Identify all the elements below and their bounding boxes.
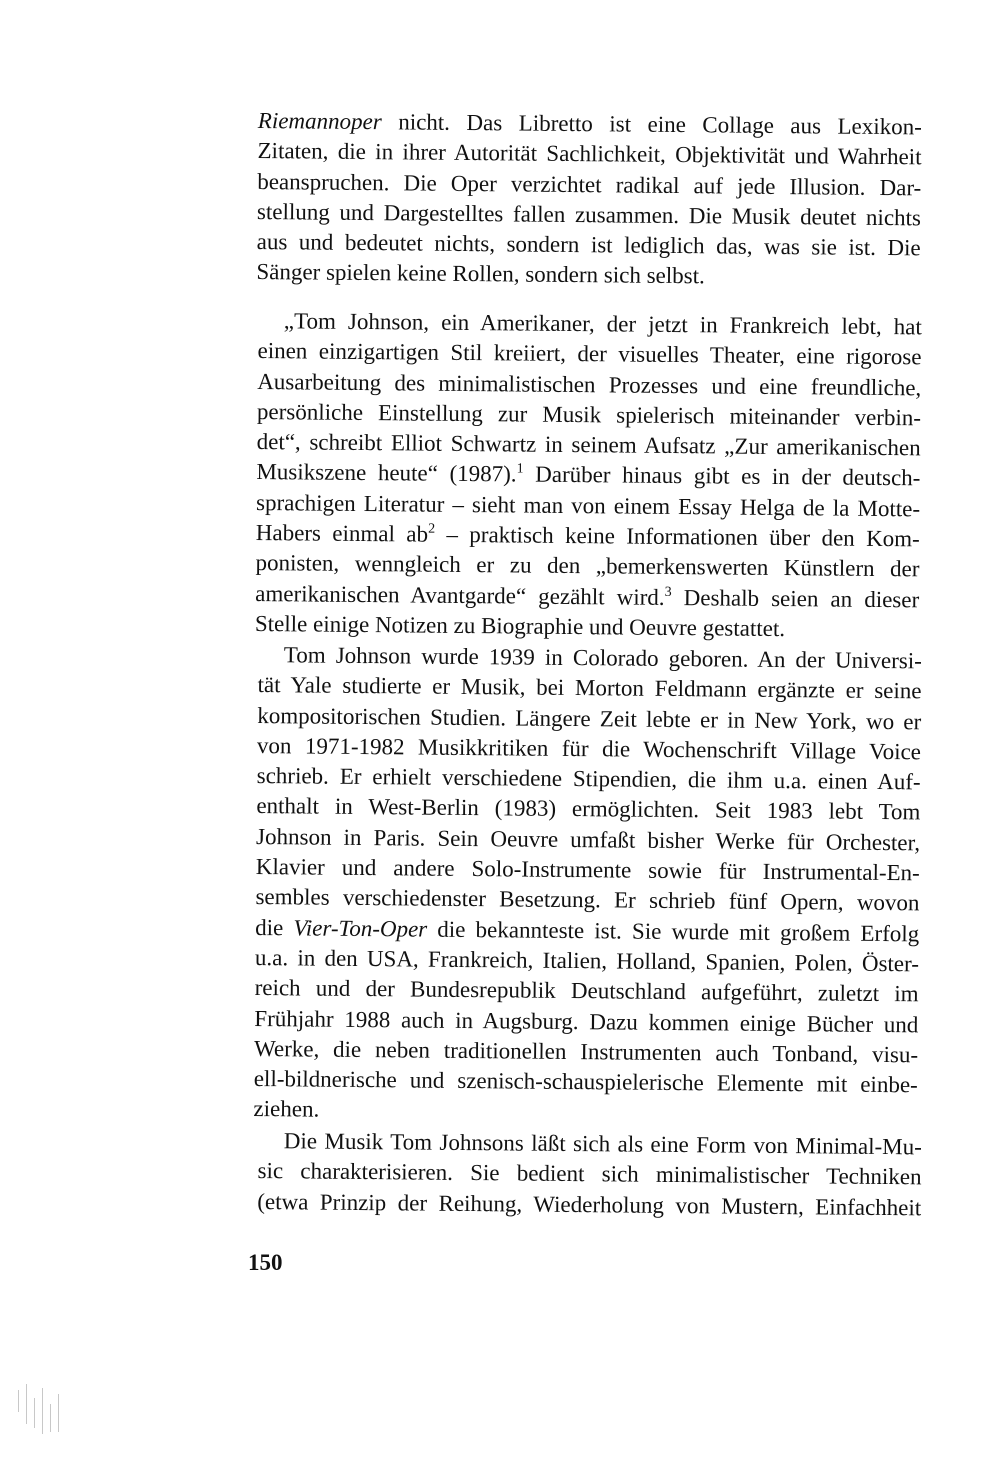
text-line: Stelle einige Notizen zu Biographie und Oeuvre gestattet. (254, 610, 786, 642)
text-line: aus und bedeutet nichts, sondern ist lediglich das, was sie ist. Die (256, 229, 921, 261)
text-line: ell-bildnerische und szenisch-schauspielerische Elemente mit einbe- (253, 1066, 918, 1098)
text-line: von 1971-1982 Musikkritiken für die Wochenschrift Village Voice (256, 732, 922, 765)
text-line: Werke, die neben traditionellen Instrumenten auch Tonband, visu- (253, 1035, 919, 1068)
text-line: det“, schreibt Elliot Schwartz in seinem Aufsatz „Zur amerikanischen (256, 429, 921, 461)
text-line: (etwa Prinzip der Reihung, Wiederholung von Mustern, Einfachheit (257, 1188, 922, 1220)
page-number: 150 (248, 1250, 283, 1275)
text-line: Zitaten, die in ihrer Autorität Sachlichkeit, Objektivität und Wahrheit (257, 138, 922, 170)
paragraph-3 (253, 640, 922, 1131)
text-line: einen einzigartigen Stil kreiiert, der visuelles Theater, eine rigorose (257, 338, 922, 370)
footnote-ref: 1 (516, 461, 524, 478)
text-line: Klavier und andere Solo-Instrumente sowie für Instrumental-En- (255, 854, 920, 886)
text-line: sembles verschiedenster Besetzung. Er schrieb fünf Opern, wovon (255, 884, 920, 916)
text-line: Habers einmal $ab^2$ – praktisch keine Informationen über den Kom- (255, 520, 920, 552)
text-line: beanspruchen. Die Oper verzichtet radikal auf jede Illusion. Dar- (257, 168, 922, 200)
text-line: sic charakterisieren. Sie bedient sich minimalistischer Techniken (257, 1158, 922, 1190)
footnote-ref: 3 (664, 584, 672, 600)
text-line: Ausarbeitung des minimalistischen Prozesses und eine freundliche, (257, 368, 922, 400)
text-line: kompositorischen Studien. Längere Zeit lebte er in New York, wo er (257, 702, 922, 734)
text-line: die Vier-Ton-Oper die bekannteste ist. Sie wurde mit großem Erfolg (255, 914, 920, 947)
text-line: sprachigen Literatur – sieht man von einem Essay Helga de la Motte- (255, 489, 921, 522)
scan-artifact (0, 1380, 70, 1460)
text-line: Riemannoper nicht. Das Libretto ist eine Collage aus Lexikon- (257, 107, 922, 140)
text-line: amerikanischen Avantgarde“ gezählt wird.$^3$ Deshalb seien an dieser (255, 580, 920, 613)
paragraph-4 (257, 1126, 922, 1223)
text-line: enthalt in West-Berlin (1983) ermöglichten. Seit 1983 lebt Tom (256, 793, 921, 825)
text-line: tät Yale studierte er Musik, bei Morton Feldmann ergänzte er seine (257, 672, 922, 704)
text-line: Tom Johnson wurde 1939 in Colorado geboren. An der Universi- (283, 642, 922, 674)
text-line: ziehen. (253, 1096, 320, 1123)
text-line: Die Musik Tom Johnsons läßt sich als eine Form von Minimal-Mu- (283, 1128, 922, 1160)
text-line: Frühjahr 1988 auch in Augsburg. Dazu kommen einige Bücher und (254, 1005, 919, 1037)
text-line: ponisten, wenngleich er zu den „bemerkenswerten Künstlern der (255, 550, 920, 582)
text-line: stellung und Dargestelltes fallen zusammen. Die Musik deutet nichts (256, 198, 922, 231)
footnote-ref: 2 (428, 521, 436, 537)
text-line: u.a. in den USA, Frankreich, Italien, Holland, Spanien, Polen, Öster- (254, 944, 920, 977)
text-line: Sänger spielen keine Rollen, sondern sich selbst. (256, 259, 705, 289)
text-line: reich und der Bundesrepublik Deutschland aufgeführt, zuletzt im (254, 975, 919, 1007)
text-line: Musikszene heute“ (1987).$^1$ Darüber hinaus gibt es in der deutsch- (256, 459, 921, 491)
text-line: „Tom Johnson, ein Amerikaner, der jetzt in Frankreich lebt, hat (283, 308, 922, 340)
text-line: persönliche Einstellung zur Musik spielerisch miteinander verbin- (256, 398, 922, 431)
text-line: Johnson in Paris. Sein Oeuvre umfaßt bisher Werke für Orchester, (255, 823, 921, 856)
paragraph-1 (256, 106, 922, 294)
paragraph-2 (255, 306, 922, 646)
text-line: schrieb. Er erhielt verschiedene Stipendien, die ihm u.a. einen Auf- (256, 763, 921, 795)
